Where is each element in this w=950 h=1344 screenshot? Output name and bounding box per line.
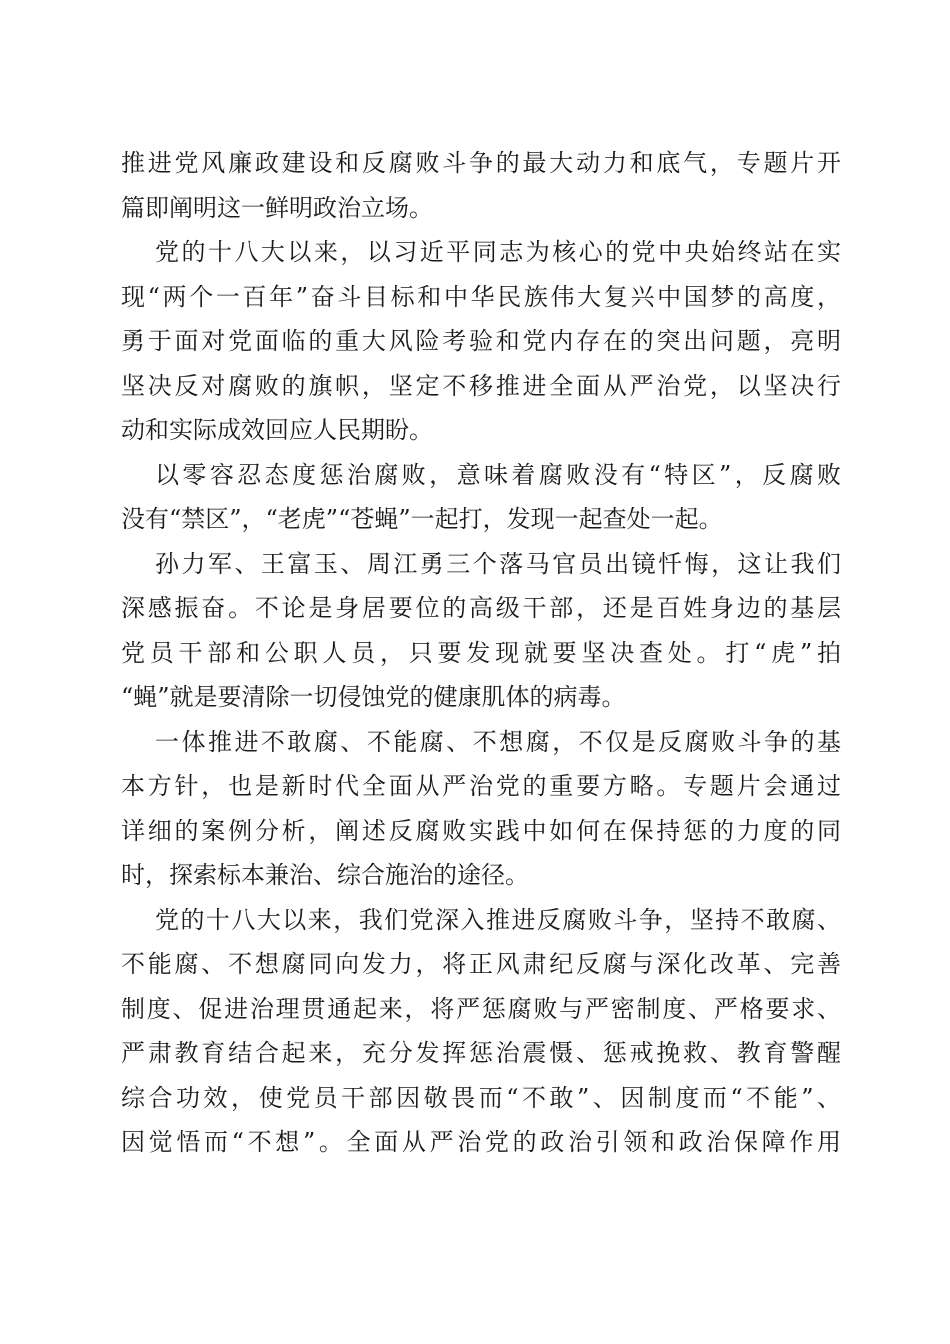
- text-line: 党的十八大以来，以习近平同志为核心的党中央始终站在实: [155, 238, 841, 266]
- text-line: “蝇”就是要清除一切侵蚀党的健康肌体的病毒。: [121, 683, 626, 711]
- text-line: 综合功效，使党员干部因敬畏而“不敢”、因制度而“不能”、: [121, 1083, 841, 1112]
- text-line: 坚决反对腐败的旗帜，坚定不移推进全面从严治党，以坚决行: [121, 371, 841, 400]
- text-line: 制度、促进治理贯通起来，将严惩腐败与严密制度、严格要求、: [121, 994, 841, 1023]
- text-line: 现“两个一百年”奋斗目标和中华民族伟大复兴中国梦的高度，: [121, 282, 841, 311]
- text-line: 本方针，也是新时代全面从严治党的重要方略。专题片会通过: [121, 772, 841, 800]
- text-line: 孙力军、王富玉、周江勇三个落马官员出镜忏悔，这让我们: [155, 549, 841, 578]
- text-line: 党员干部和公职人员，只要发现就要坚决查处。打“虎”拍: [121, 638, 841, 667]
- text-line: 深感振奋。不论是身居要位的高级干部，还是百姓身边的基层: [121, 594, 841, 622]
- text-line: 党的十八大以来，我们党深入推进反腐败斗争，坚持不敢腐、: [155, 905, 841, 934]
- text-line: 推进党风廉政建设和反腐败斗争的最大动力和底气，专题片开: [121, 149, 841, 177]
- text-line: 篇即阐明这一鲜明政治立场。: [121, 193, 433, 222]
- text-line: 没有“禁区”，“老虎”“苍蝇”一起打，发现一起查处一起。: [121, 505, 723, 533]
- text-line: 动和实际成效回应人民期盼。: [121, 416, 433, 444]
- text-line: 详细的案例分析，阐述反腐败实践中如何在保持惩的力度的同: [121, 816, 841, 845]
- text-line: 因觉悟而“不想”。全面从严治党的政治引领和政治保障作用: [121, 1128, 841, 1156]
- text-line: 严肃教育结合起来，充分发挥惩治震慑、惩戒挽救、教育警醒: [121, 1039, 841, 1067]
- document-body: [121, 141, 841, 1165]
- text-line: 一体推进不敢腐、不能腐、不想腐，不仅是反腐败斗争的基: [155, 727, 841, 756]
- text-line: 以零容忍态度惩治腐败，意味着腐败没有“特区”，反腐败: [155, 460, 841, 489]
- text-line: 时，探索标本兼治、综合施治的途径。: [121, 861, 529, 889]
- text-line: 勇于面对党面临的重大风险考验和党内存在的突出问题，亮明: [121, 327, 841, 355]
- text-line: 不能腐、不想腐同向发力，将正风肃纪反腐与深化改革、完善: [121, 950, 841, 978]
